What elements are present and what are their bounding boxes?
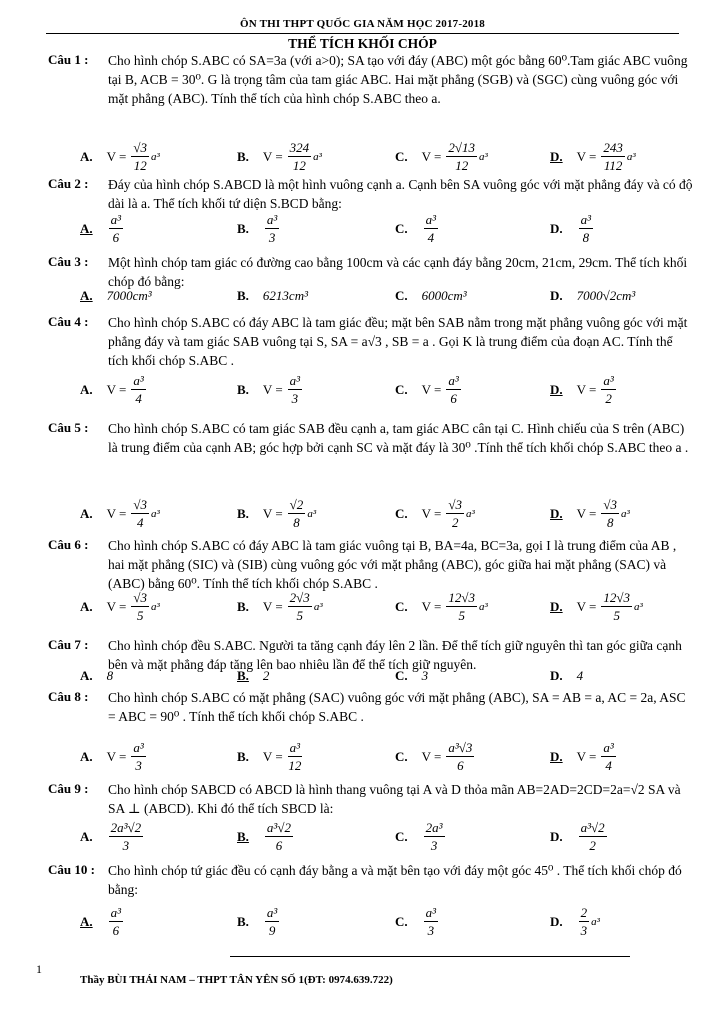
answer-key: A.: [80, 828, 93, 844]
answer-key: D.: [550, 913, 563, 929]
question-text: Cho hình chóp SABCD có ABCD là hình thang vuông tại A và D thỏa mãn AB=2AD=2CD=2a=√2 SA và SA ⊥ (ABCD). Khi đó thể tích SBCD là:: [108, 782, 681, 816]
answer-key: A.: [80, 220, 93, 236]
fraction-numerator: √3: [133, 140, 148, 155]
answer-fraction: [424, 904, 438, 939]
answer-key: C.: [395, 381, 408, 397]
answer-option[interactable]: [237, 211, 281, 246]
answer-key: B.: [237, 913, 249, 929]
answer-prefix: V =: [106, 148, 127, 164]
question-text: Cho hình chóp S.ABC có SA=3a (với a>0); SA tạo với đáy (ABC) một góc bằng 60⁰.Tam giác ABC vuông tại B, ACB = 30⁰. G là trọng tâm của tam giác ABC. Hai mặt phẳng (SGB) và (SGC) cùng vuông góc với mặt phẳng (ABC). Tính thể tích của hình chóp S.ABC theo a.: [108, 53, 688, 106]
answer-option[interactable]: [80, 139, 160, 174]
answer-fraction: [446, 139, 477, 174]
question-text: Cho hình chóp S.ABC có mặt phẳng (SAC) vuông góc với mặt phẳng (ABC), SA = AB = a, AC = 2a, ASC = ABC = 90⁰ . Tính thể tích khối chóp S.ABC .: [108, 690, 686, 724]
fraction-denominator: 3: [135, 758, 142, 773]
fraction-numerator: a³: [603, 740, 614, 755]
fraction-denominator: 12: [455, 158, 469, 173]
answer-option[interactable]: [550, 819, 609, 854]
question-text: Đáy của hình chóp S.ABCD là một hình vuông cạnh a. Cạnh bên SA vuông góc với mặt phẳng đáy và có độ dài là a. Thể tích khối tứ diện S.BCD bằng:: [108, 177, 693, 211]
answer-prefix: V =: [262, 598, 283, 614]
answer-suffix: a³: [307, 507, 317, 520]
answer-key: A.: [80, 148, 93, 164]
answer-option[interactable]: [550, 211, 595, 246]
answer-prefix: V =: [106, 598, 127, 614]
answer-fraction: [601, 372, 615, 407]
answer-fraction: [601, 496, 619, 531]
answer-fraction: [579, 211, 593, 246]
answer-prefix: V =: [262, 148, 283, 164]
answer-option[interactable]: [80, 739, 148, 774]
page-number: 1: [36, 962, 42, 976]
answer-suffix: a³: [626, 150, 636, 163]
answer-option[interactable]: [237, 288, 308, 304]
fraction-numerator: 243: [603, 140, 623, 155]
question-text: Cho hình chóp S.ABC có tam giác SAB đều cạnh a, tam giác ABC cân tại C. Hình chiếu của S trên (ABC) là trung điểm của cạnh AB; góc hợp bởi cạnh SC và mặt đáy là 30⁰ .Tính thể tích khối chóp S.ABC theo a .: [108, 421, 689, 455]
answer-option[interactable]: [80, 819, 145, 854]
fraction-denominator: 4: [135, 391, 142, 406]
answer-fraction: [288, 589, 312, 624]
fraction-denominator: 8: [606, 515, 614, 530]
answer-key: C.: [395, 598, 408, 614]
answer-value: 4: [576, 668, 584, 683]
answer-suffix: a³: [466, 507, 475, 520]
fraction-numerator: √3: [603, 497, 618, 512]
answer-fraction: [109, 819, 144, 854]
answer-option[interactable]: [80, 288, 152, 304]
answer-fraction: [265, 904, 279, 939]
answer-key: A.: [80, 288, 93, 303]
answer-option[interactable]: [237, 589, 323, 624]
answer-option[interactable]: [395, 496, 475, 531]
answer-suffix: a³: [634, 600, 643, 613]
question-label: Câu 8 :: [48, 689, 89, 704]
answer-fraction: [446, 589, 477, 624]
answer-fraction: [424, 819, 445, 854]
answer-option[interactable]: [80, 496, 160, 531]
answer-option[interactable]: [395, 589, 488, 624]
answer-key: D.: [550, 381, 563, 397]
fraction-denominator: 2: [605, 391, 612, 406]
fraction-denominator: 3: [122, 838, 130, 853]
answer-fraction: [265, 819, 293, 854]
answer-fraction: [131, 372, 145, 407]
page-header: ÔN THI THPT QUỐC GIA NĂM HỌC 2017-2018: [239, 18, 486, 30]
answer-prefix: V =: [106, 381, 127, 397]
answer-fraction: [579, 904, 590, 939]
answer-key: D.: [550, 505, 563, 521]
answer-value: 6000cm³: [421, 288, 467, 303]
fraction-numerator: √3: [448, 497, 463, 512]
fraction-denominator: 8: [582, 230, 590, 245]
answer-fraction: [288, 372, 302, 407]
answer-suffix: a³: [151, 600, 160, 613]
answer-fraction: [131, 739, 145, 774]
answer-option[interactable]: [550, 668, 583, 684]
answer-suffix: a³: [591, 915, 600, 928]
answer-prefix: V =: [106, 505, 127, 521]
fraction-denominator: 8: [293, 515, 300, 530]
answer-fraction: [288, 139, 312, 174]
answer-suffix: a³: [313, 150, 322, 163]
fraction-numerator: a³: [266, 905, 278, 920]
fraction-denominator: 3: [430, 838, 438, 853]
answer-key: B.: [237, 668, 249, 683]
fraction-denominator: 6: [450, 391, 457, 406]
fraction-denominator: 5: [136, 608, 144, 623]
answer-option[interactable]: [80, 211, 125, 246]
fraction-denominator: 2: [589, 838, 596, 853]
answer-fraction: [109, 211, 123, 246]
answer-option[interactable]: [80, 668, 113, 684]
fraction-denominator: 4: [136, 515, 144, 530]
fraction-numerator: 2a³√2: [110, 820, 142, 835]
answer-key: D.: [550, 148, 563, 164]
fraction-numerator: a³√2: [580, 820, 605, 835]
answer-key: A.: [80, 505, 93, 521]
answer-value: 7000cm³: [106, 288, 152, 303]
answer-prefix: V =: [106, 748, 127, 764]
fraction-numerator: 2: [580, 905, 588, 920]
fraction-denominator: 12: [288, 758, 302, 773]
answer-key: C.: [395, 220, 408, 236]
answer-fraction: [446, 496, 464, 531]
answer-suffix: a³: [479, 600, 488, 613]
answer-key: C.: [395, 148, 408, 164]
fraction-denominator: 112: [603, 158, 623, 173]
answer-option[interactable]: [395, 668, 428, 684]
answer-key: A.: [80, 748, 93, 764]
answer-prefix: V =: [421, 748, 442, 764]
answer-fraction: [131, 589, 149, 624]
header-divider: [46, 33, 679, 34]
answer-key: B.: [237, 505, 249, 521]
answer-key: B.: [237, 220, 249, 236]
fraction-numerator: a³: [425, 212, 437, 227]
fraction-denominator: 12: [133, 158, 147, 173]
answer-option[interactable]: [395, 139, 488, 174]
question-text: Cho hình chóp S.ABC có đáy ABC là tam giác vuông tại B, BA=4a, BC=3a, gọi I là trung điểm của AB , hai mặt phẳng (SIC) và (SIB) cùng vuông góc với mặt phẳng (ABC), góc giữa hai mặt phẳng (SAC) và (ABC) bằng 60⁰. Tính thể tích khối chóp S.ABC .: [108, 538, 677, 591]
question-label: Câu 4 :: [48, 314, 89, 329]
fraction-numerator: a³: [425, 905, 437, 920]
fraction-denominator: 3: [291, 391, 299, 406]
fraction-numerator: √3: [133, 590, 148, 605]
answer-fraction: [601, 739, 615, 774]
page-title: THỂ TÍCH KHỐI CHÓP: [288, 36, 437, 51]
answer-key: A.: [80, 598, 93, 614]
answer-prefix: V =: [421, 505, 442, 521]
answer-option[interactable]: [550, 904, 600, 939]
fraction-numerator: 2√3: [289, 590, 310, 605]
answer-fraction: [424, 211, 438, 246]
answer-value: 6213cm³: [262, 288, 308, 303]
fraction-denominator: 2: [451, 515, 459, 530]
answer-fraction: [288, 496, 306, 531]
answer-option[interactable]: [395, 372, 463, 407]
question-text: Một hình chóp tam giác có đường cao bằng 100cm và các cạnh đáy bằng 20cm, 21cm, 29cm. Thể tích khối chóp đó bằng:: [108, 255, 688, 289]
question-label: Câu 1 :: [48, 52, 89, 67]
answer-option[interactable]: [550, 372, 618, 407]
answer-key: B.: [237, 748, 249, 764]
fraction-numerator: 324: [289, 140, 310, 155]
answer-key: B.: [237, 828, 249, 844]
answer-fraction: [446, 739, 474, 774]
fraction-numerator: 12√3: [603, 590, 631, 605]
footer-divider: [230, 956, 630, 957]
answer-value: 7000√2cm³: [576, 288, 636, 303]
answer-option[interactable]: [237, 372, 304, 407]
answer-option[interactable]: [550, 288, 635, 304]
answer-key: C.: [395, 748, 408, 764]
answer-key: B.: [237, 381, 249, 397]
answer-value: 8: [106, 668, 114, 683]
fraction-numerator: a³: [110, 212, 122, 227]
fraction-denominator: 4: [427, 230, 435, 245]
fraction-numerator: a³: [580, 212, 592, 227]
fraction-denominator: 6: [112, 923, 120, 938]
fraction-denominator: 6: [275, 838, 283, 853]
fraction-denominator: 5: [458, 608, 465, 623]
question-label: Câu 5 :: [48, 420, 89, 435]
answer-option[interactable]: [237, 139, 322, 174]
fraction-denominator: 5: [296, 608, 303, 623]
answer-key: D.: [550, 748, 563, 764]
fraction-numerator: a³√3: [448, 740, 473, 755]
answer-key: A.: [80, 913, 93, 929]
answer-suffix: a³: [479, 150, 488, 163]
answer-option[interactable]: [80, 372, 148, 407]
question-text: Cho hình chóp S.ABC có đáy ABC là tam giác đều; mặt bên SAB nằm trong mặt phẳng vuông góc với mặt phẳng đáy và tam giác SAB vuông tại S, SA = a√3 , SB = a . Gọi K là trung điểm của đoạn AC. Tính thể tích khối chóp S.ABC .: [108, 315, 688, 368]
answer-key: B.: [237, 288, 249, 303]
answer-key: C.: [395, 668, 408, 683]
fraction-numerator: a³√2: [266, 820, 291, 835]
answer-suffix: a³: [151, 507, 160, 520]
answer-key: B.: [237, 598, 249, 614]
fraction-denominator: 9: [268, 923, 276, 938]
fraction-numerator: a³: [289, 373, 301, 388]
answer-option[interactable]: [550, 496, 630, 531]
answer-option[interactable]: [395, 288, 467, 304]
answer-key: C.: [395, 913, 408, 929]
answer-prefix: V =: [421, 381, 442, 397]
answer-fraction: [446, 372, 460, 407]
answer-option[interactable]: [80, 589, 160, 624]
answer-option[interactable]: [550, 139, 636, 174]
question-text: Cho hình chóp đều S.ABC. Người ta tăng cạnh đáy lên 2 lần. Để thể tích giữ nguyên thì tan góc giữa cạnh bên và mặt phẳng đáp tăng lên bao nhiêu lần để thể tích giữ nguyên.: [108, 638, 682, 672]
fraction-numerator: a³: [448, 373, 459, 388]
answer-fraction: [579, 819, 607, 854]
fraction-numerator: 2√13: [448, 140, 476, 155]
answer-fraction: [601, 139, 625, 174]
answer-option[interactable]: [395, 211, 440, 246]
answer-fraction: [131, 139, 149, 174]
answer-fraction: [288, 739, 302, 774]
answer-prefix: V =: [262, 381, 283, 397]
answer-prefix: V =: [576, 598, 597, 614]
fraction-numerator: a³: [289, 740, 301, 755]
answer-key: C.: [395, 505, 408, 521]
answer-option[interactable]: [237, 739, 304, 774]
fraction-numerator: a³: [133, 740, 144, 755]
fraction-denominator: 3: [580, 923, 588, 938]
answer-prefix: V =: [421, 598, 442, 614]
answer-suffix: a³: [313, 600, 323, 613]
fraction-denominator: 6: [112, 230, 120, 245]
answer-key: C.: [395, 288, 408, 303]
answer-value: 3: [421, 668, 429, 683]
fraction-numerator: 2a³: [425, 820, 443, 835]
answer-prefix: V =: [576, 381, 597, 397]
fraction-denominator: 4: [605, 758, 612, 773]
answer-option[interactable]: [237, 496, 316, 531]
answer-fraction: [265, 211, 279, 246]
answer-option[interactable]: [80, 904, 125, 939]
fraction-denominator: 12: [292, 158, 306, 173]
answer-option[interactable]: [395, 904, 440, 939]
fraction-numerator: a³: [133, 373, 144, 388]
question-label: Câu 3 :: [48, 254, 89, 269]
question-text: Cho hình chóp tứ giác đều có cạnh đáy bằng a và mặt bên tạo với đáy một góc 45⁰ . Thể tích khối chóp đó bằng:: [108, 863, 682, 897]
answer-option[interactable]: [395, 739, 476, 774]
answer-option[interactable]: [395, 819, 447, 854]
answer-prefix: V =: [576, 148, 597, 164]
footer-credit: Thầy BÙI THÁI NAM – THPT TÂN YÊN SỐ 1(ĐT: 0974.639.722): [80, 974, 393, 986]
fraction-numerator: √3: [133, 497, 148, 512]
answer-prefix: V =: [262, 748, 283, 764]
answer-prefix: V =: [262, 505, 283, 521]
question-label: Câu 6 :: [48, 537, 89, 552]
fraction-denominator: 5: [613, 608, 620, 623]
answer-key: B.: [237, 148, 249, 164]
answer-key: D.: [550, 288, 563, 303]
fraction-numerator: a³: [110, 905, 122, 920]
fraction-numerator: √2: [289, 497, 304, 512]
question-label: Câu 7 :: [48, 637, 89, 652]
fraction-numerator: a³: [266, 212, 278, 227]
fraction-numerator: 12√3: [448, 590, 476, 605]
fraction-numerator: a³: [603, 373, 614, 388]
answer-key: A.: [80, 668, 93, 683]
answer-key: C.: [395, 828, 408, 844]
answer-key: D.: [550, 220, 563, 236]
answer-key: A.: [80, 381, 93, 397]
answer-fraction: [131, 496, 149, 531]
answer-fraction: [601, 589, 632, 624]
question-label: Câu 2 :: [48, 176, 89, 191]
answer-prefix: V =: [421, 148, 442, 164]
question-label: Câu 9 :: [48, 781, 89, 796]
answer-option[interactable]: [550, 739, 618, 774]
answer-option[interactable]: [237, 904, 281, 939]
answer-fraction: [109, 904, 123, 939]
answer-option[interactable]: [237, 819, 295, 854]
fraction-denominator: 6: [457, 758, 464, 773]
answer-value: 2: [262, 668, 270, 683]
answer-suffix: a³: [621, 507, 630, 520]
answer-suffix: a³: [151, 150, 160, 163]
question-label: Câu 10 :: [48, 862, 95, 877]
answer-prefix: V =: [576, 748, 597, 764]
answer-option[interactable]: [550, 589, 643, 624]
answer-option[interactable]: [237, 668, 269, 684]
answer-key: D.: [550, 828, 563, 844]
answer-prefix: V =: [576, 505, 597, 521]
fraction-denominator: 3: [268, 230, 276, 245]
answer-key: D.: [550, 668, 563, 683]
fraction-denominator: 3: [427, 923, 435, 938]
answer-key: D.: [550, 598, 563, 614]
